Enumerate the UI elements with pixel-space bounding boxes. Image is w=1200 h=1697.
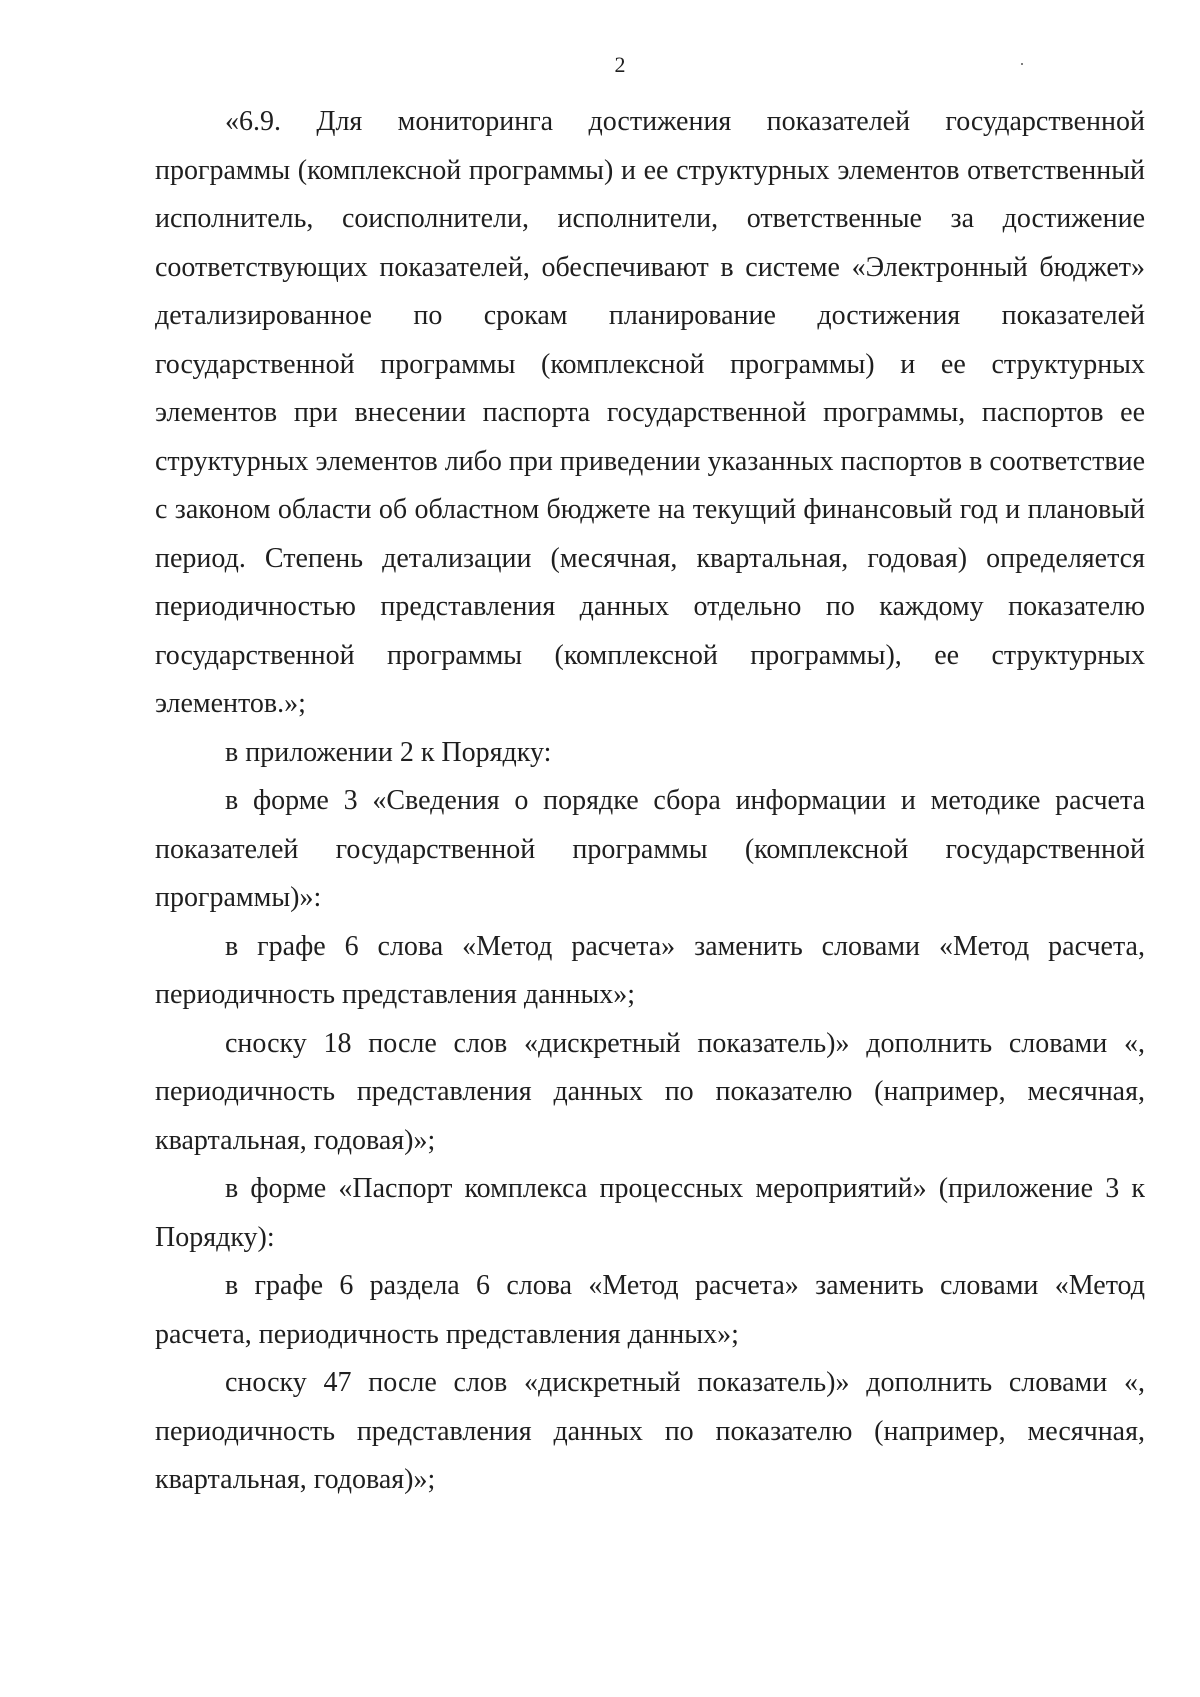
page-number: 2 xyxy=(614,52,626,77)
paragraph-appendix-2: в приложении 2 к Порядку: xyxy=(225,736,552,768)
paragraph-process-passport: в форме «Паспорт комплекса процессных мероприятий» (приложение 3 к Порядку): xyxy=(155,1173,1145,1253)
paragraph-footnote-18: сноску 18 после слов «дискретный показатель)» дополнить словами «, периодичность представления данных по показателю (например, месячная, квартальная, годовая)»; xyxy=(155,1027,1145,1156)
paragraph-6-9: «6.9. Для мониторинга достижения показателей государственной программы (комплексной программы) и ее структурных элементов ответственный исполнитель, соисполнители, исполнители, ответственные за достижение соответствующих показателей, обеспечивают в системе «Электронный бюджет» детализированное по срокам планирование достижения показателей государственной программы (комплексной программы) и ее структурных элементов при внесении паспорта государственной программы, паспортов ее структурных элементов либо при приведении указанных паспортов в соответствие с законом области об областном бюджете на текущий финансовый год и плановый период. Степень детализации (месячная, квартальная, годовая) определяется периодичностью представления данных отдельно по каждому показателю государственной программы (комплексной программы), ее структурных элементов.»; xyxy=(155,106,1145,719)
paragraph-form-3: в форме 3 «Сведения о порядке сбора информации и методике расчета показателей государственной программы (комплексной государственной программы)»: xyxy=(155,785,1145,913)
document-body xyxy=(155,98,1145,1505)
paragraph-footnote-47: сноску 47 после слов «дискретный показатель)» дополнить словами «, периодичность представления данных по показателю (например, месячная, квартальная, годовая)»; xyxy=(155,1367,1145,1495)
paragraph-column-6: в графе 6 слова «Метод расчета» заменить словами «Метод расчета, периодичность представления данных»; xyxy=(155,930,1145,1010)
scan-artifact-dot xyxy=(1021,63,1023,65)
paragraph-section-6-column-6: в графе 6 раздела 6 слова «Метод расчета» заменить словами «Метод расчета, периодичность представления данных»; xyxy=(155,1270,1145,1350)
